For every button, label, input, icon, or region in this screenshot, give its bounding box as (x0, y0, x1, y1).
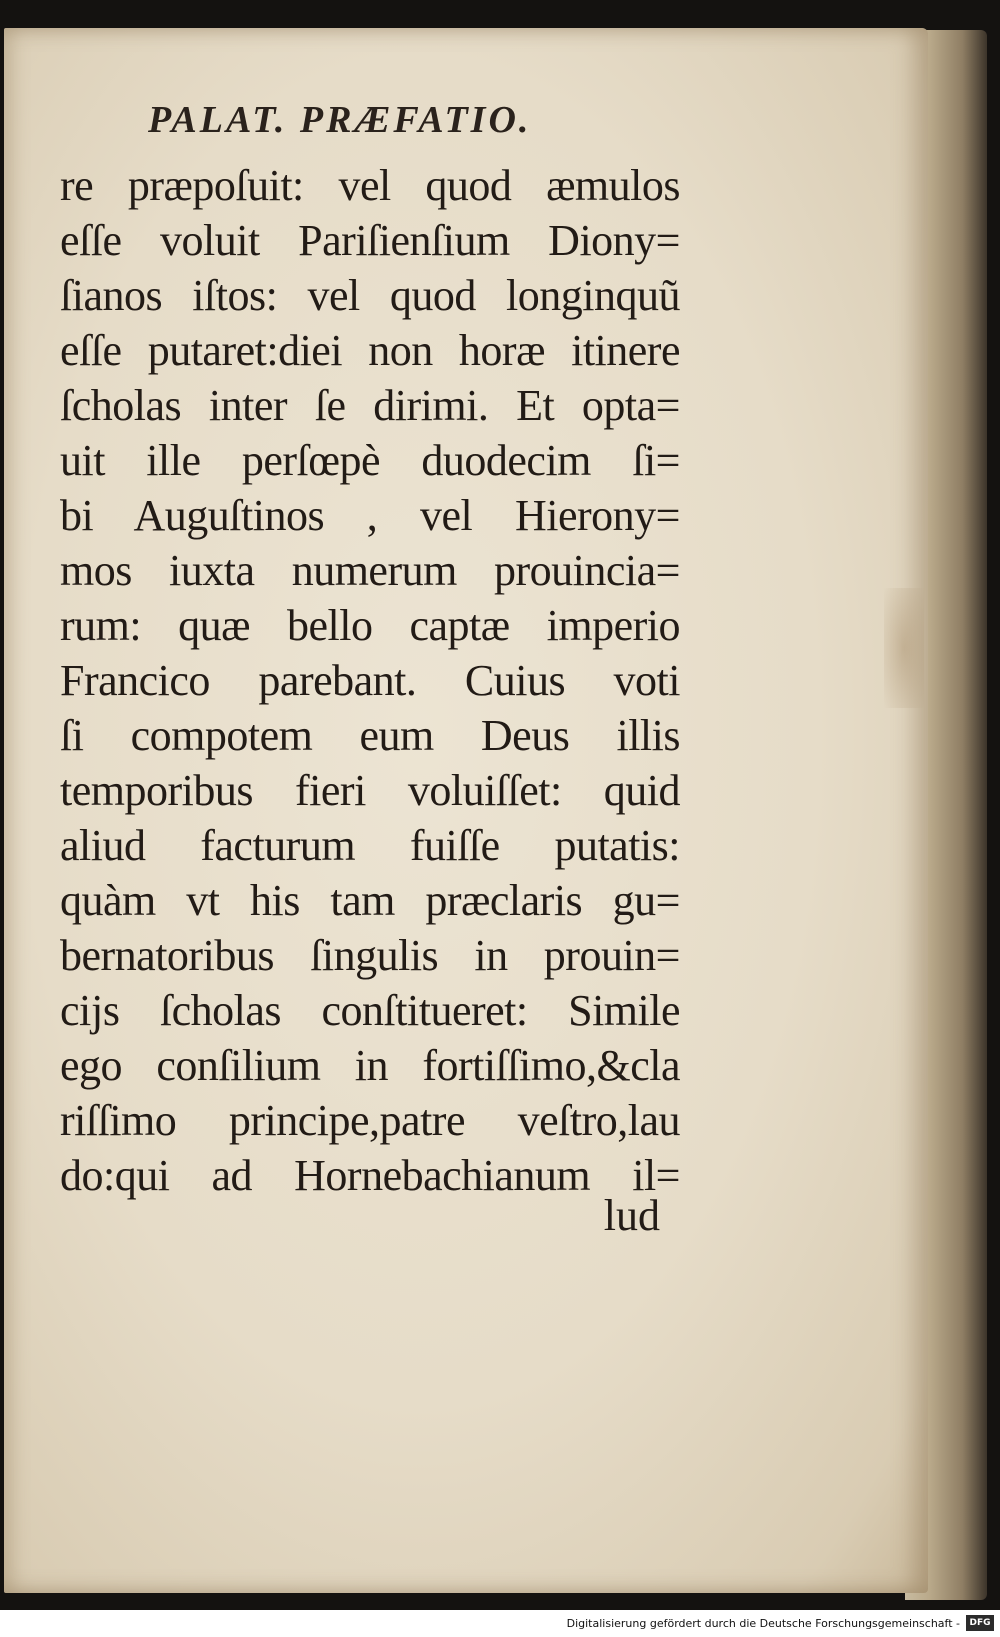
text-line: temporibus fieri voluiſſet: quid (60, 766, 680, 815)
text-line: ſi compotem eum Deus illis (60, 711, 680, 760)
text-line: cĳs ſcholas conſtitueret: Simile (60, 986, 680, 1035)
text-line: riſſimo principe,patre veſtro,lau (60, 1096, 680, 1145)
text-line: do:qui ad Hornebachianum il= (60, 1151, 680, 1200)
text-line: mos iuxta numerum prouincia= (60, 546, 680, 595)
text-line: Francico parebant. Cuius voti (60, 656, 680, 705)
paper-stain (884, 588, 924, 708)
text-line: uit ille perſœpè duodecim ſi= (60, 436, 680, 485)
text-line: ego conſilium in fortiſſimo,&cla (60, 1041, 680, 1090)
catchword: lud (603, 1191, 660, 1240)
text-line: ſcholas inter ſe dirimi. Et opta= (60, 381, 680, 430)
text-line: ſianos iſtos: vel quod longinquũ (60, 271, 680, 320)
text-line: rum: quæ bello captæ imperio (60, 601, 680, 650)
text-line: aliud facturum fuiſſe putatis: (60, 821, 680, 870)
text-line: quàm vt his tam præclaris gu= (60, 876, 680, 925)
text-line: re præpoſuit: vel quod æmulos (60, 161, 680, 210)
running-head: PALAT. PRÆFATIO. (148, 99, 532, 141)
text-line: bernatoribus ſingulis in prouin= (60, 931, 680, 980)
text-line: eſſe voluit Pariſienſium Diony= (60, 216, 680, 265)
text-block (60, 158, 680, 1203)
funding-credit: Digitalisierung gefördert durch die Deutsche Forschungsgemeinschaft - (566, 1617, 960, 1630)
text-line: eſſe putaret:diei non horæ itinere (60, 326, 680, 375)
text-line: bi Auguſtinos , vel Hierony= (60, 491, 680, 540)
dfg-logo: DFG (966, 1615, 994, 1631)
